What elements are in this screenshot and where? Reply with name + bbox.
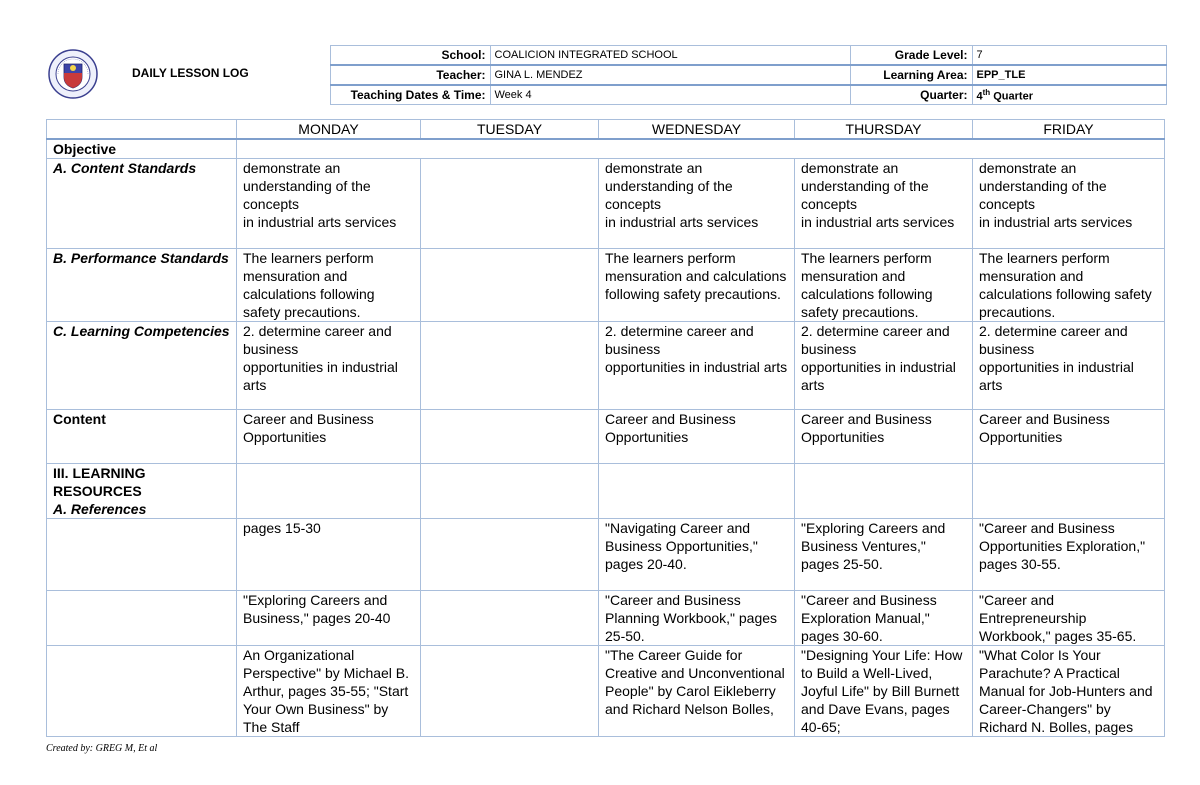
school-label: School: <box>330 46 490 66</box>
objective-span-cell <box>237 139 1165 159</box>
reference-3-fri <box>973 646 1165 737</box>
learning-resources-label: III. LEARNING RESOURCES <box>53 465 146 499</box>
quarter-word: Quarter <box>993 90 1033 103</box>
day-header-friday: FRIDAY <box>973 120 1165 140</box>
reference-1-fri: "Career and Business Opportunities Exploration," pages 30-55. <box>973 519 1165 591</box>
learning-competencies-row <box>47 322 1165 410</box>
grade-level-value: 7 <box>972 46 1166 66</box>
performance-standards-thu: The learners perform mensuration and calculations following safety precautions. <box>795 249 973 322</box>
content-standards-label: A. Content Standards <box>53 160 197 176</box>
reference-3-fri-text: "What Color Is Your Parachute? A Practical Manual for Job-Hunters and Career-Changers" by Richard N. Bolles, pages <box>979 647 1153 735</box>
learning-area-label: Learning Area: <box>850 65 972 85</box>
reference-2-fri: "Career and Entrepreneurship Workbook," pages 35-65. <box>973 591 1165 646</box>
learning-competencies-tue <box>421 322 599 410</box>
teaching-dates-label: Teaching Dates & Time: <box>330 85 490 105</box>
objective-label: Objective <box>47 139 237 159</box>
day-header-monday: MONDAY <box>237 120 421 140</box>
content-standards-fri: demonstrate an understanding of the concepts in industrial arts services <box>973 159 1165 249</box>
reference-1-tue <box>421 519 599 591</box>
teacher-value: GINA L. MENDEZ <box>490 65 850 85</box>
grade-level-label: Grade Level: <box>850 46 972 66</box>
reference-3-thu-text: "Designing Your Life: How to Build a Well-Lived, Joyful Life" by Bill Burnett and Dave Evans, pages 40-65; <box>801 647 963 735</box>
reference-row-3-label <box>47 646 237 737</box>
learning-competencies-fri: 2. determine career and business opportunities in industrial arts <box>973 322 1165 410</box>
resources-wed <box>599 464 795 519</box>
content-thu: Career and Business Opportunities <box>795 410 973 464</box>
lesson-log-grid <box>46 119 1164 737</box>
header-logo-cell <box>46 46 330 105</box>
quarter-suffix: th <box>982 87 991 97</box>
reference-3-wed <box>599 646 795 737</box>
resources-mon <box>237 464 421 519</box>
performance-standards-row <box>47 249 1165 322</box>
reference-1-wed: "Navigating Career and Business Opportunities," pages 20-40. <box>599 519 795 591</box>
reference-1-thu: "Exploring Careers and Business Ventures," pages 25-50. <box>795 519 973 591</box>
reference-2-mon: "Exploring Careers and Business," pages 20-40 <box>237 591 421 646</box>
reference-3-mon-text: An Organizational Perspective" by Michael B. Arthur, pages 35-55; "Start Your Own Business" by The Staff <box>243 647 410 735</box>
learning-resources-label-cell <box>47 464 237 519</box>
objective-row <box>47 139 1165 159</box>
resources-fri <box>973 464 1165 519</box>
day-header-tuesday: TUESDAY <box>421 120 599 140</box>
performance-standards-wed: The learners perform mensuration and calculations following safety precautions. <box>599 249 795 322</box>
reference-3-tue <box>421 646 599 737</box>
reference-2-wed: "Career and Business Planning Workbook," pages 25-50. <box>599 591 795 646</box>
quarter-label: Quarter: <box>850 85 972 105</box>
quarter-number: 4 <box>976 90 983 103</box>
content-standards-thu: demonstrate an understanding of the concepts in industrial arts services <box>795 159 973 249</box>
reference-3-thu <box>795 646 973 737</box>
content-row <box>47 410 1165 464</box>
reference-3-mon <box>237 646 421 737</box>
content-fri: Career and Business Opportunities <box>973 410 1165 464</box>
reference-row-3 <box>47 646 1165 737</box>
content-mon: Career and Business Opportunities <box>237 410 421 464</box>
reference-3-wed-text: "The Career Guide for Creative and Unconventional People" by Carol Eikleberry and Richard Nelson Bolles, <box>605 647 785 717</box>
reference-row-2-label <box>47 591 237 646</box>
resources-tue <box>421 464 599 519</box>
learning-competencies-label: C. Learning Competencies <box>53 323 230 339</box>
document-title: DAILY LESSON LOG <box>132 65 249 80</box>
reference-row-1-label <box>47 519 237 591</box>
corner-cell <box>47 120 237 140</box>
lesson-log-header <box>46 45 1166 101</box>
learning-competencies-mon: 2. determine career and business opportunities in industrial arts <box>237 322 421 410</box>
learning-resources-row <box>47 464 1165 519</box>
reference-row-1 <box>47 519 1165 591</box>
reference-row-2 <box>47 591 1165 646</box>
performance-standards-tue <box>421 249 599 322</box>
deped-seal-icon <box>48 49 98 99</box>
performance-standards-label: B. Performance Standards <box>53 250 229 266</box>
reference-1-mon: pages 15-30 <box>237 519 421 591</box>
resources-thu <box>795 464 973 519</box>
day-header-wednesday: WEDNESDAY <box>599 120 795 140</box>
learning-competencies-thu: 2. determine career and business opportunities in industrial arts <box>795 322 973 410</box>
footer-credit: Created by: GREG M, Et al <box>46 743 158 754</box>
school-value: COALICION INTEGRATED SCHOOL <box>490 46 850 66</box>
content-label: Content <box>47 410 237 464</box>
content-standards-tue <box>421 159 599 249</box>
performance-standards-fri: The learners perform mensuration and calculations following safety precautions. <box>973 249 1165 322</box>
content-tue <box>421 410 599 464</box>
content-standards-row <box>47 159 1165 249</box>
teacher-label: Teacher: <box>330 65 490 85</box>
content-standards-wed: demonstrate an understanding of the concepts in industrial arts services <box>599 159 795 249</box>
references-label: A. References <box>53 501 147 517</box>
reference-2-thu: "Career and Business Exploration Manual," pages 30-60. <box>795 591 973 646</box>
performance-standards-mon: The learners perform mensuration and calculations following safety precautions. <box>237 249 421 322</box>
teaching-dates-value: Week 4 <box>490 85 850 105</box>
day-header-row <box>47 120 1165 140</box>
reference-3-tue-text <box>427 646 592 736</box>
quarter-value <box>972 85 1166 105</box>
learning-competencies-wed: 2. determine career and business opportunities in industrial arts <box>599 322 795 410</box>
learning-area-value: EPP_TLE <box>972 65 1166 85</box>
reference-2-tue <box>421 591 599 646</box>
content-wed: Career and Business Opportunities <box>599 410 795 464</box>
content-standards-mon: demonstrate an understanding of the concepts in industrial arts services <box>237 159 421 249</box>
day-header-thursday: THURSDAY <box>795 120 973 140</box>
